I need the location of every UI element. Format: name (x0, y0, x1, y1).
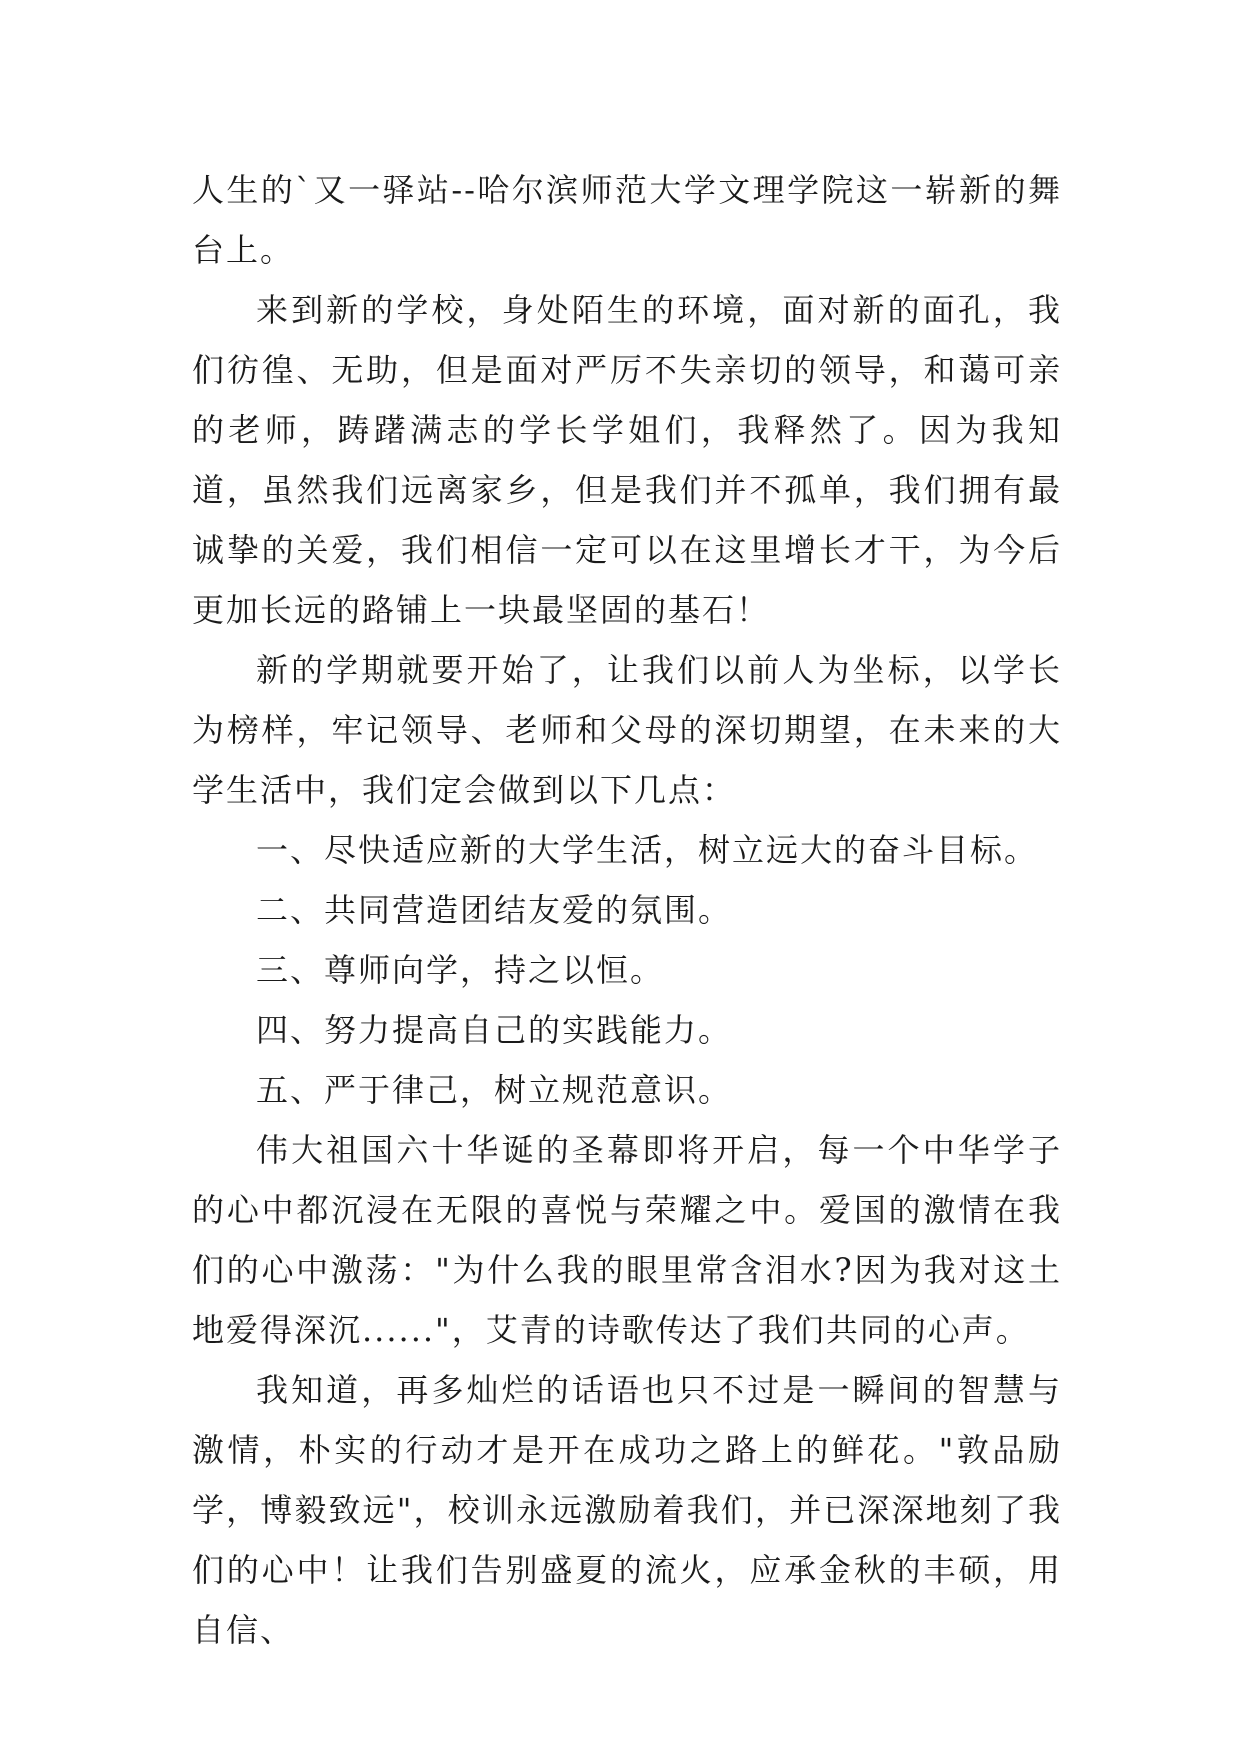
list-item-4: 四、努力提高自己的实践能力。 (256, 1011, 733, 1049)
paragraph-4: 伟大祖国六十华诞的圣幕即将开启，每一个中华学子的心中都沉浸在无限的喜悦与荣耀之中。爱国的激情在我们的心中激荡："为什么我的眼里常含泪水?因为我对这土地爱得深沉......"，艾青的诗歌传达了我们共同的心声。 (192, 1131, 1062, 1349)
paragraph-5: 我知道，再多灿烂的话语也只不过是一瞬间的智慧与激情，朴实的行动才是开在成功之路上的鲜花。"敦品励学，博毅致远"，校训永远激励着我们，并已深深地刻了我们的心中！让我们告别盛夏的流火，应承金秋的丰硕，用自信、 (192, 1371, 1062, 1649)
paragraph-3: 新的学期就要开始了，让我们以前人为坐标，以学长为榜样，牢记领导、老师和父母的深切期望，在未来的大学生活中，我们定会做到以下几点： (192, 651, 1062, 809)
paragraph-1: 人生的`又一驿站--哈尔滨师范大学文理学院这一崭新的舞台上。 (192, 171, 1062, 269)
paragraph-2: 来到新的学校，身处陌生的环境，面对新的面孔，我们彷徨、无助，但是面对严厉不失亲切的领导，和蔼可亲的老师，踌躇满志的学长学姐们，我释然了。因为我知道，虽然我们远离家乡，但是我们并不孤单，我们拥有最诚挚的关爱，我们相信一定可以在这里增长才干，为今后更加长远的路铺上一块最坚固的基石！ (192, 291, 1062, 629)
document-body (192, 160, 1062, 1660)
list-item-2: 二、共同营造团结友爱的氛围。 (256, 891, 733, 929)
list-item-5: 五、严于律己，树立规范意识。 (256, 1071, 733, 1109)
list-item-3: 三、尊师向学，持之以恒。 (256, 951, 665, 989)
list-item-1: 一、尽快适应新的大学生活，树立远大的奋斗目标。 (256, 831, 1039, 869)
